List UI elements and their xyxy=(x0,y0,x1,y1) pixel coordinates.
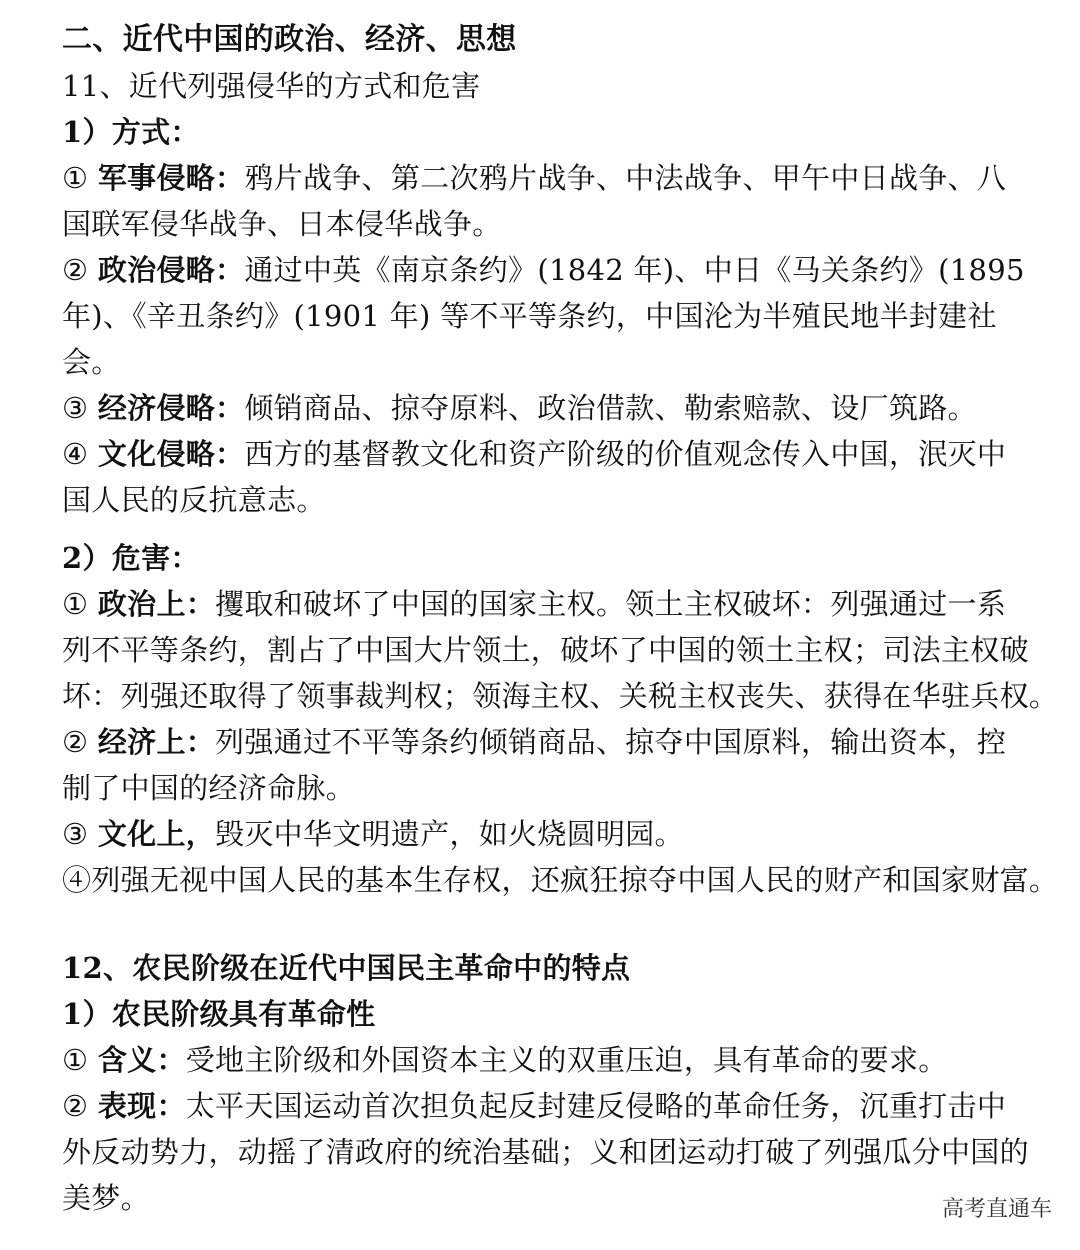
item-text: 通过中英《南京条约》(1842 年)、中日《马关条约》(1895 xyxy=(244,253,1025,287)
item-number: ④ xyxy=(62,437,89,471)
item-text: 列强无视中国人民的基本生存权，还疯狂掠夺中国人民的财产和国家财富。 xyxy=(91,863,1059,897)
q12-item2-line1 xyxy=(62,1086,1006,1126)
item-number: ① xyxy=(62,1043,89,1077)
item-text: 列强通过不平等条约倾销商品、掠夺中国原料，输出资本，控 xyxy=(215,725,1007,759)
item-label: 经济上： xyxy=(97,725,216,759)
q11-item1-line1 xyxy=(62,158,1006,198)
q12-part1-title: 1）农民阶级具有革命性 xyxy=(62,997,376,1031)
section-title: 二、近代中国的政治、经济、思想 xyxy=(62,22,517,57)
item-label: 表现： xyxy=(97,1089,186,1123)
item-label: 文化上， xyxy=(97,817,216,851)
item-text: 受地主阶级和外国资本主义的双重压迫，具有革命的要求。 xyxy=(185,1043,948,1077)
item-text: 攫取和破坏了中国的国家主权。领土主权破坏：列强通过一系 xyxy=(215,587,1007,621)
item-label: 经济侵略： xyxy=(97,391,245,425)
q11-harm4-line1 xyxy=(62,860,1058,900)
q11-harm1-line1 xyxy=(62,584,1006,624)
item-number: ② xyxy=(62,253,89,287)
item-label: 政治上： xyxy=(97,587,216,621)
item-number: ③ xyxy=(62,391,89,425)
q11-harm2-line2: 制了中国的经济命脉。 xyxy=(62,771,356,805)
q11-title: 11、近代列强侵华的方式和危害 xyxy=(62,69,481,103)
item-number: ③ xyxy=(62,817,89,851)
item-label: 政治侵略： xyxy=(97,253,245,287)
q11-item2-line3: 会。 xyxy=(62,345,121,379)
item-number: ④ xyxy=(62,863,92,897)
item-label: 含义： xyxy=(97,1043,186,1077)
item-text: 毁灭中华文明遗产，如火烧圆明园。 xyxy=(215,817,684,851)
item-text: 倾销商品、掠夺原料、政治借款、勒索赔款、设厂筑路。 xyxy=(244,391,977,425)
q12-title: 12、农民阶级在近代中国民主革命中的特点 xyxy=(62,951,631,985)
q11-part2-title: 2）危害： xyxy=(62,541,200,575)
q11-item4-line2: 国人民的反抗意志。 xyxy=(62,483,326,517)
q11-part1-title: 1）方式： xyxy=(62,115,200,149)
q11-harm1-line2: 列不平等条约，割占了中国大片领土，破坏了中国的领土主权；司法主权破 xyxy=(62,633,1029,667)
q11-harm1-line3: 坏：列强还取得了领事裁判权；领海主权、关税主权丧失、获得在华驻兵权。 xyxy=(62,679,1059,713)
watermark-text: 高考直通车 xyxy=(941,1197,1052,1222)
q12-item2-line2: 外反动势力，动摇了清政府的统治基础；义和团运动打破了列强瓜分中国的 xyxy=(62,1135,1029,1169)
item-number: ② xyxy=(62,1089,89,1123)
item-label: 军事侵略： xyxy=(97,161,245,195)
item-text: 鸦片战争、第二次鸦片战争、中法战争、甲午中日战争、八 xyxy=(244,161,1007,195)
item-number: ① xyxy=(62,587,89,621)
item-text: 西方的基督教文化和资产阶级的价值观念传入中国，泯灭中 xyxy=(244,437,1007,471)
item-label: 文化侵略： xyxy=(97,437,245,471)
item-text: 太平天国运动首次担负起反封建反侵略的革命任务，沉重打击中 xyxy=(185,1089,1007,1123)
q11-harm3-line1 xyxy=(62,814,684,854)
q11-item2-line2: 年)、《辛丑条约》(1901 年) 等不平等条约，中国沦为半殖民地半封建社 xyxy=(62,299,997,333)
q11-item3-line1 xyxy=(62,388,977,428)
item-number: ① xyxy=(62,161,89,195)
q11-item2-line1 xyxy=(62,250,1025,290)
q11-harm2-line1 xyxy=(62,722,1006,762)
item-number: ② xyxy=(62,725,89,759)
q11-item1-line2: 国联军侵华战争、日本侵华战争。 xyxy=(62,207,502,241)
q12-item2-line3: 美梦。 xyxy=(62,1181,150,1215)
q12-item1-line1 xyxy=(62,1040,948,1080)
q11-item4-line1 xyxy=(62,434,1006,474)
